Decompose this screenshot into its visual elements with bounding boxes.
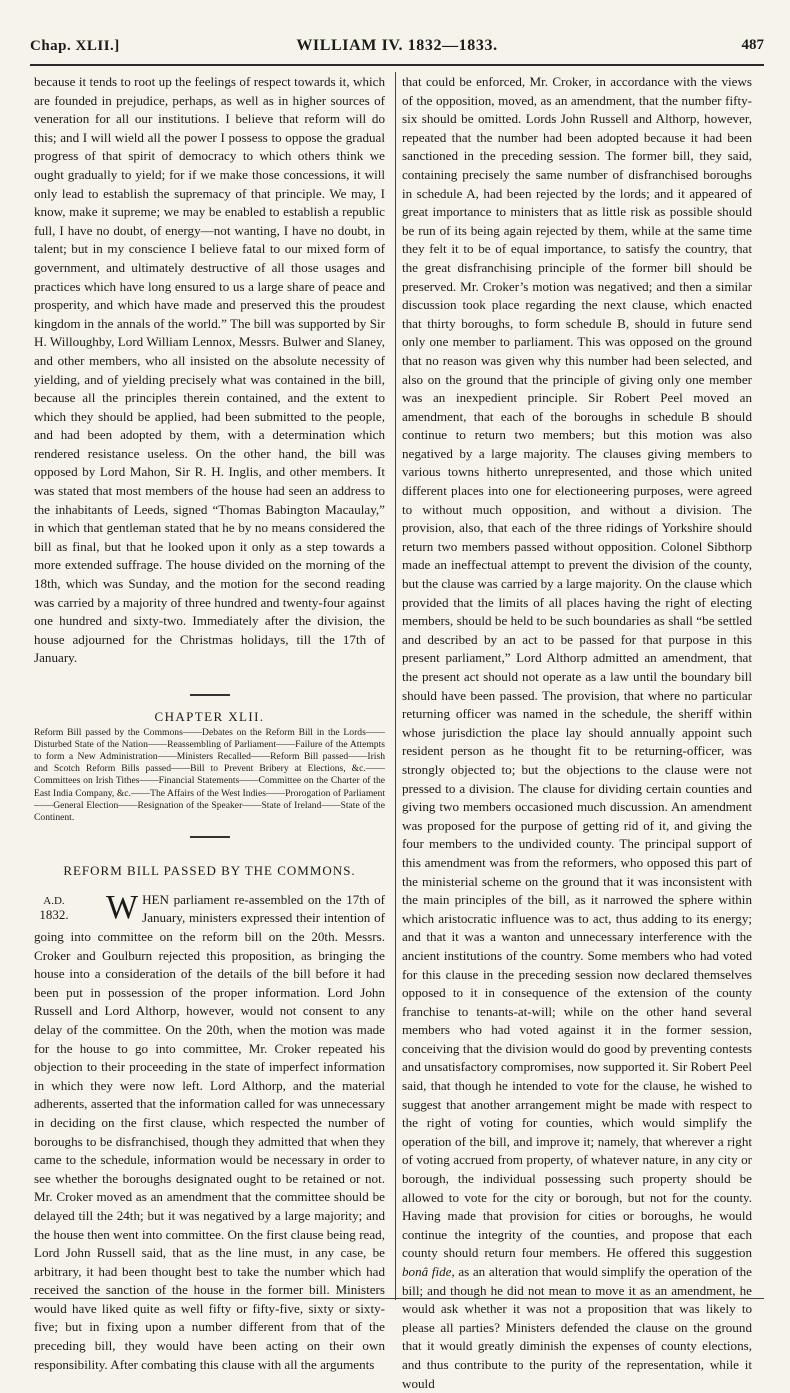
right-paragraph — [402, 73, 752, 1393]
right-text-1: that could be enforced, Mr. Croker, in accordance with the views of the opposition, moved, as an amendment, that the number fifty-six should be omitted. Lords John Russell and Althorp, however, repeated that the number had been adopted because it had been sanctioned in the preceding session. The former bill, they said, containing precisely the same number of disfranchised boroughs in schedule A, had been rejected by the lords; and it appeared of great importance to ministers that as little risk as possible should be run of its being again rejected by them, while at the same time they felt it to be of equal importance, to satisfy the country, that the great disfranchising principle of the former bill should be preserved. Mr. Croker’s motion was negatived; and then a similar discussion took place regarding the next clause, which enacted that thirty boroughs, to form schedule B, should in future send only one member to parliament. This was opposed on the ground that no reason was given why this number had been selected, and also on the ground that the principle of giving only one member was an inexpedient principle. Sir Robert Peel moved an amendment, that each of the boroughs in schedule B should continue to return two members; but this motion was also negatived by a large majority. The clauses giving members to various towns hitherto unrepresented, and those which united different places into one for electioneering purposes, were agreed to without much opposition, and without a division. The provision, also, that each of the three ridings of Yorkshire should return two members passed without opposition. Colonel Sibthorp made an ineffectual attempt to prevent the division of the county, but the clause was carried by a large majority. On the clause which provided that the limits of all places having the right of electing members, should be held to be such boundaries as shall “be settled and described by an act to be passed for that purpose in this present parliament,” Lord Althorp admitted an amendment, that the present act should not operate as a law until the boundary bill should have been passed. The provision, that where no particular returning officer was named in the schedule, the sheriff within whose jurisdiction the place lay should annually appoint such resident person as he thought fit to be returning-officer, was strongly objected to; but the objections to the clause were not pressed to a division. The clause for dividing certain counties and giving two members occasioned much discussion. An amendment was proposed for the purpose of getting rid of it, and giving the four members to the undivided county. The principal support of this amendment was from the reformers, who opposed this part of the ministerial scheme on the ground that it was inconsistent with the main principles of the bill, as it narrowed the sphere within which aristocratic influence was to act, thus adding to its energy; and that it was a wanton and unnecessary interference with the ancient institutions of the country. Some members who had voted for this clause in the preceding session now declared themselves opposed to it in consequence of the extension of the county franchise to tenants-at-will; while on the other hand several members who had voted against it in the former session, conceiving that the division would do good by preventing contests and unsatisfactory compromises, now supported it. Sir Robert Peel said, that though he intended to vote for the clause, he wished to suggest that another arrangement might be made with respect to the right of voting for counties, which would simplify the operation of the bill, and improve it; namely, that wherever a right of voting accrued from property, of whatever nature, in any city or borough, the individual possessing such property should be allowed to vote for the city or borough, but not for the county. Having made that provision for cities or boroughs, he would continue the integrity of the counties, and propose that each county should return four members. He offered this suggestion — [402, 74, 752, 1261]
margin-date — [34, 895, 74, 921]
synopsis-divider — [190, 836, 230, 838]
header-rule — [30, 64, 764, 66]
chapter-label: Chap. XLII.] — [30, 38, 120, 54]
left-paragraph-1: because it tends to root up the feelings of respect towards it, which are founded in prejudice, perhaps, as well as in higher sources of veneration for all our institutions. I believe that reform will do this; and I will wield all the power I possess to oppose the gradual progress of that spirit of democracy to which others think we ought gradually to yield; for if we make those concessions, it will only lead to establish the supremacy of that principle. We may, I know, make it supreme; we may be enabled to establish a republic full, I have no doubt, of energy—not wanting, I have no doubt, in talent; but in my conscience I believe fatal to our mixed form of government, and ultimately destructive of all those usages and practices which have long ensured to us a large share of peace and prosperity, and which have made and preserved this the proudest kingdom in the annals of the world.” The bill was supported by Sir H. Willoughby, Lord William Lennox, Messrs. Bulwer and Slaney, and other members, who all insisted on the absolute necessity of yielding, and of yielding precisely what was contained in the bill, because all the principles therein contained, and the extent to which they should be applied, had been submitted to the people, and had been adopted by them, with a determination which rendered resistance useless. On the other hand, the bill was opposed by Lord Mahon, Sir R. H. Inglis, and other members. It was stated that most members of the house had seen an address to the inhabitants of Leeds, signed “Thomas Babington Macaulay,” in which that gentleman stated that he by no means considered the bill as final, but that he looked upon it only as a step towards a more extended suffrage. The house divided on the morning of the 18th, which was Sunday, and the motion for the second reading was carried by a majority of three hundred and twenty-four against one hundred and sixty-two. Immediately after the division, the house adjourned for the Christmas holidays, till the 17th of January. — [34, 74, 385, 666]
left-paragraph-2: HEN parliament re-assembled on the 17th of January, ministers expressed their intention of going into committee on the reform bill on the 20th. Messrs. Croker and Goulburn rejected this proposition, as bringing the house into a consideration of the details of the bill before it had been put in possession of the proper information. Lord John Russell and Lord Althorp, however, would not consent to any delay of the committee. On the 20th, when the motion was made for the house to go into committee, Mr. Croker repeated his objection to their proceeding in the state of imperfect information in which they were now left. Lord Althorp, and the material adherents, asserted that the information called for was unnecessary in deciding on the first clause, which respected the number of boroughs to be disfranchised, though they admitted that when they came to the schedule, information would be necessary in order to see whether the boroughs designated ought to be retained or not. Mr. Croker moved as an amendment that the committee should be delayed till the 24th; but it was negatived by a large majority; and the house then went into committee. On the first clause being read, Lord John Russell said, that as the line must, in any case, be arbitrary, it had been thought best to take the number which had received the sanction of the house in the former bill. Ministers would have liked quite as well fifty or fifty-five, sixty or sixty-five; but in fixing upon a number different from that of the preceding bill, they would have been acting on their own responsibility. After combating this clause with all the arguments — [34, 891, 385, 1372]
right-text-2: , as an alteration that would simplify the operation of the bill; and though he did not mean to move it as an amendment, he would ask whether it was not a proposition that was likely to please all parties? Ministers defended the clause on the ground that it would greatly diminish the expenses of county elections, and thus contribute to the purity of the representation, while it would — [402, 1264, 752, 1391]
margin-ad: A.D. — [43, 894, 65, 907]
section-heading: REFORM BILL PASSED BY THE COMMONS. — [63, 863, 356, 879]
right-column — [402, 73, 752, 1393]
column-divider — [395, 72, 396, 1300]
margin-year: 1832. — [39, 906, 69, 922]
italic-phrase: bonâ fide — [402, 1264, 452, 1279]
chapter-divider — [190, 694, 230, 696]
drop-cap: W — [106, 888, 139, 926]
opening-paragraph — [34, 888, 385, 1374]
page-title: WILLIAM IV. 1832—1833. — [296, 37, 498, 54]
footer-rule — [30, 1298, 764, 1299]
left-column — [34, 73, 385, 1374]
chapter-heading: CHAPTER XLII. — [154, 709, 265, 724]
page-number: 487 — [741, 37, 764, 53]
running-header — [30, 34, 764, 58]
chapter-synopsis: Reform Bill passed by the Commons——Debates on the Reform Bill in the Lords——Disturbed State of the Nation——Reassembling of Parliament——Failure of the Attempts to form a New Administration——Ministers Recalled——Reform Bill passed——Irish and Scotch Reform Bills passed——Bill to Prevent Bribery at Elections, &c.——Committees on Irish Tithes——Financial Statements——Committee on the Charter of the East India Company, &c.——The Affairs of the West Indies——Prorogation of Parliament——General Election——Resignation of the Speaker——State of Ireland——State of the Continent. — [34, 726, 385, 824]
